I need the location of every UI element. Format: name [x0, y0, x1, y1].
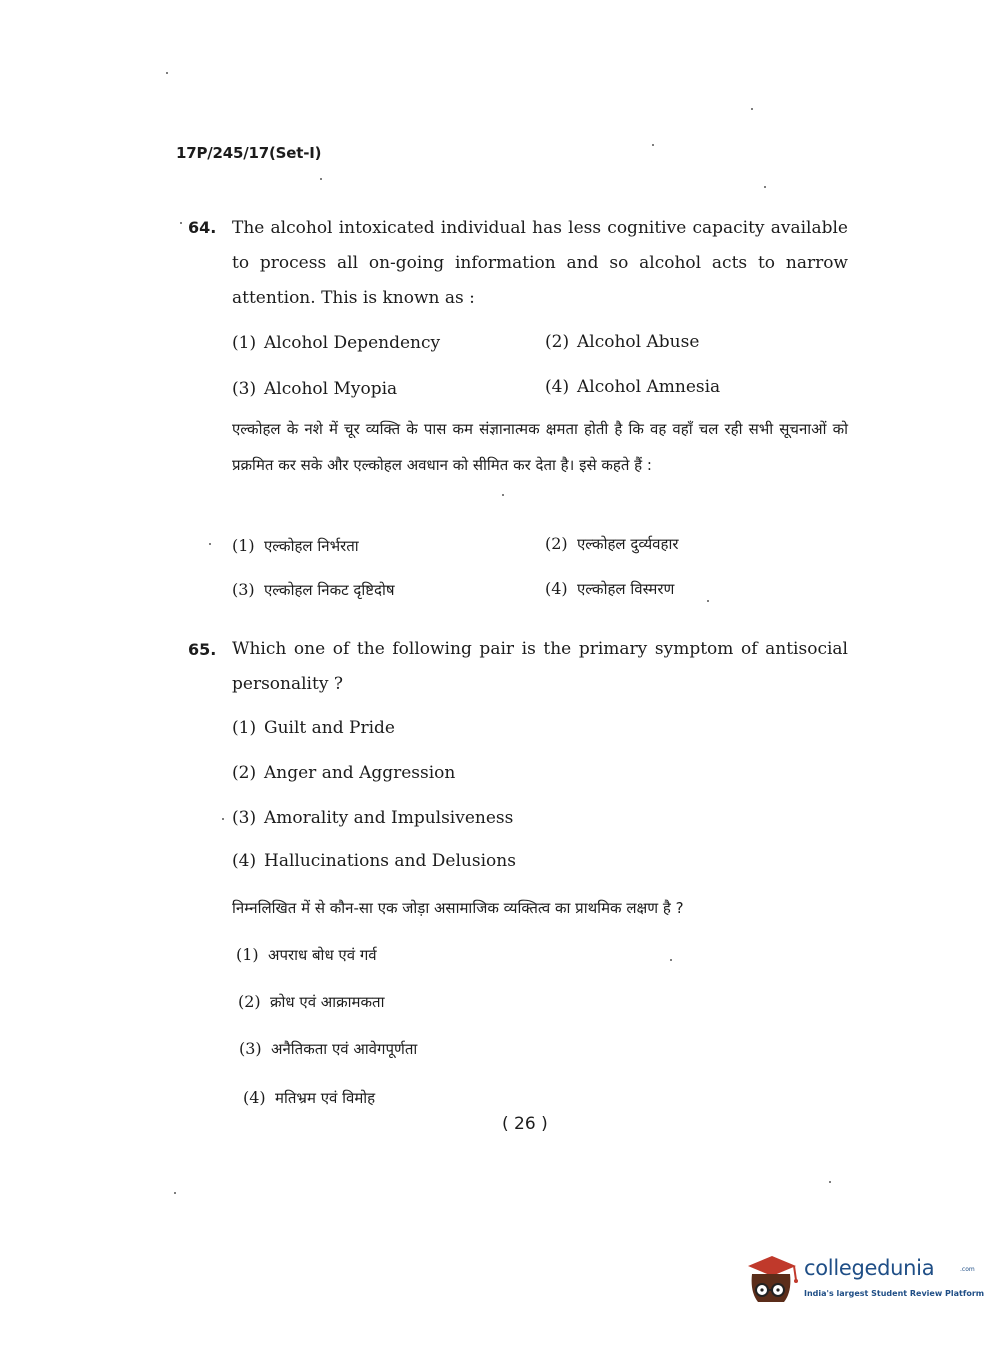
option-number: (4) [232, 851, 257, 871]
option-number: (4) [545, 377, 570, 397]
option-2 [232, 763, 455, 783]
scan-speck [829, 1181, 831, 1183]
brand-logo [742, 1250, 985, 1312]
option-number: (3) [239, 1039, 262, 1058]
hindi-option-3 [239, 1039, 417, 1059]
option-label: Alcohol Amnesia [577, 377, 721, 397]
scan-speck [209, 543, 211, 545]
hindi-option-3 [232, 580, 395, 600]
brand-name: collegedunia [804, 1256, 935, 1280]
brand-domain-suffix: .com [960, 1266, 975, 1273]
option-label: एल्कोहल विस्मरण [577, 580, 675, 598]
option-number: (3) [232, 580, 255, 599]
option-number: (4) [545, 579, 568, 598]
option-2 [545, 332, 699, 352]
brand-tagline: India's largest Student Review Platform [804, 1289, 985, 1298]
hindi-option-2 [545, 534, 679, 554]
option-label: एल्कोहल दुर्व्यवहार [577, 535, 679, 553]
option-number: (4) [243, 1088, 266, 1107]
option-label: Alcohol Abuse [577, 332, 700, 352]
option-number: (1) [232, 718, 257, 738]
scan-speck [174, 1192, 176, 1194]
option-number: (1) [232, 536, 255, 555]
option-label: Hallucinations and Delusions [264, 851, 516, 871]
option-3 [232, 808, 513, 828]
option-label: Anger and Aggression [264, 763, 456, 783]
hindi-option-4 [545, 579, 674, 599]
option-number: (3) [232, 379, 257, 399]
option-label: Alcohol Myopia [264, 379, 398, 399]
option-label: अनैतिकता एवं आवेगपूर्णता [271, 1040, 418, 1058]
option-4 [545, 377, 720, 397]
scan-speck [670, 959, 672, 961]
option-label: क्रोध एवं आक्रामकता [270, 993, 385, 1011]
scan-speck [180, 222, 182, 224]
option-label: मतिभ्रम एवं विमोह [275, 1089, 376, 1107]
option-3 [232, 379, 397, 399]
scan-speck [751, 108, 753, 110]
option-label: Guilt and Pride [264, 718, 395, 738]
option-label: Alcohol Dependency [264, 333, 441, 353]
hindi-question-text: एल्कोहल के नशे में चूर व्यक्ति के पास कम संज्ञानात्मक क्षमता होती है कि वह वहाँ चल रही सभी सूचनाओं को प्रक्रमित कर सके और एल्कोहल अवधान को सीमित कर देता है। इसे कहते हैं : [232, 420, 848, 474]
option-number: (1) [232, 333, 257, 353]
scan-speck [166, 72, 168, 74]
option-1 [232, 333, 440, 353]
mascot-icon [742, 1252, 800, 1310]
hindi-option-2 [238, 992, 384, 1012]
option-label: अपराध बोध एवं गर्व [268, 946, 377, 964]
option-label: एल्कोहल निर्भरता [264, 537, 359, 555]
option-1 [232, 718, 395, 738]
paper-code: 17P/245/17(Set-I) [176, 144, 322, 162]
option-4 [232, 851, 516, 871]
scan-speck [222, 818, 224, 820]
scan-speck [707, 600, 709, 602]
scan-speck [764, 186, 766, 188]
hindi-option-1 [232, 536, 359, 556]
option-number: (1) [236, 945, 259, 964]
option-label: Amorality and Impulsiveness [264, 808, 514, 828]
option-number: (2) [232, 763, 257, 783]
question-number: 64. [188, 218, 217, 237]
option-number: (2) [545, 534, 568, 553]
option-number: (3) [232, 808, 257, 828]
hindi-option-1 [236, 945, 377, 965]
scan-speck [502, 494, 504, 496]
scan-speck [652, 144, 654, 146]
option-label: एल्कोहल निकट दृष्टिदोष [264, 581, 395, 599]
question-number: 65. [188, 640, 217, 659]
question-text: The alcohol intoxicated individual has less cognitive capacity available to process all on-going information and so alcohol acts to narrow attention. This is known as : [232, 218, 848, 308]
question-text: Which one of the following pair is the primary symptom of antisocial personality ? [232, 639, 848, 694]
option-number: (2) [238, 992, 261, 1011]
hindi-question-text: निम्नलिखित में से कौन-सा एक जोड़ा असामाजिक व्यक्तित्व का प्राथमिक लक्षण है ? [232, 899, 684, 917]
page-number: ( 26 ) [502, 1114, 548, 1134]
option-number: (2) [545, 332, 570, 352]
scan-speck [320, 178, 322, 180]
hindi-option-4 [243, 1088, 375, 1108]
